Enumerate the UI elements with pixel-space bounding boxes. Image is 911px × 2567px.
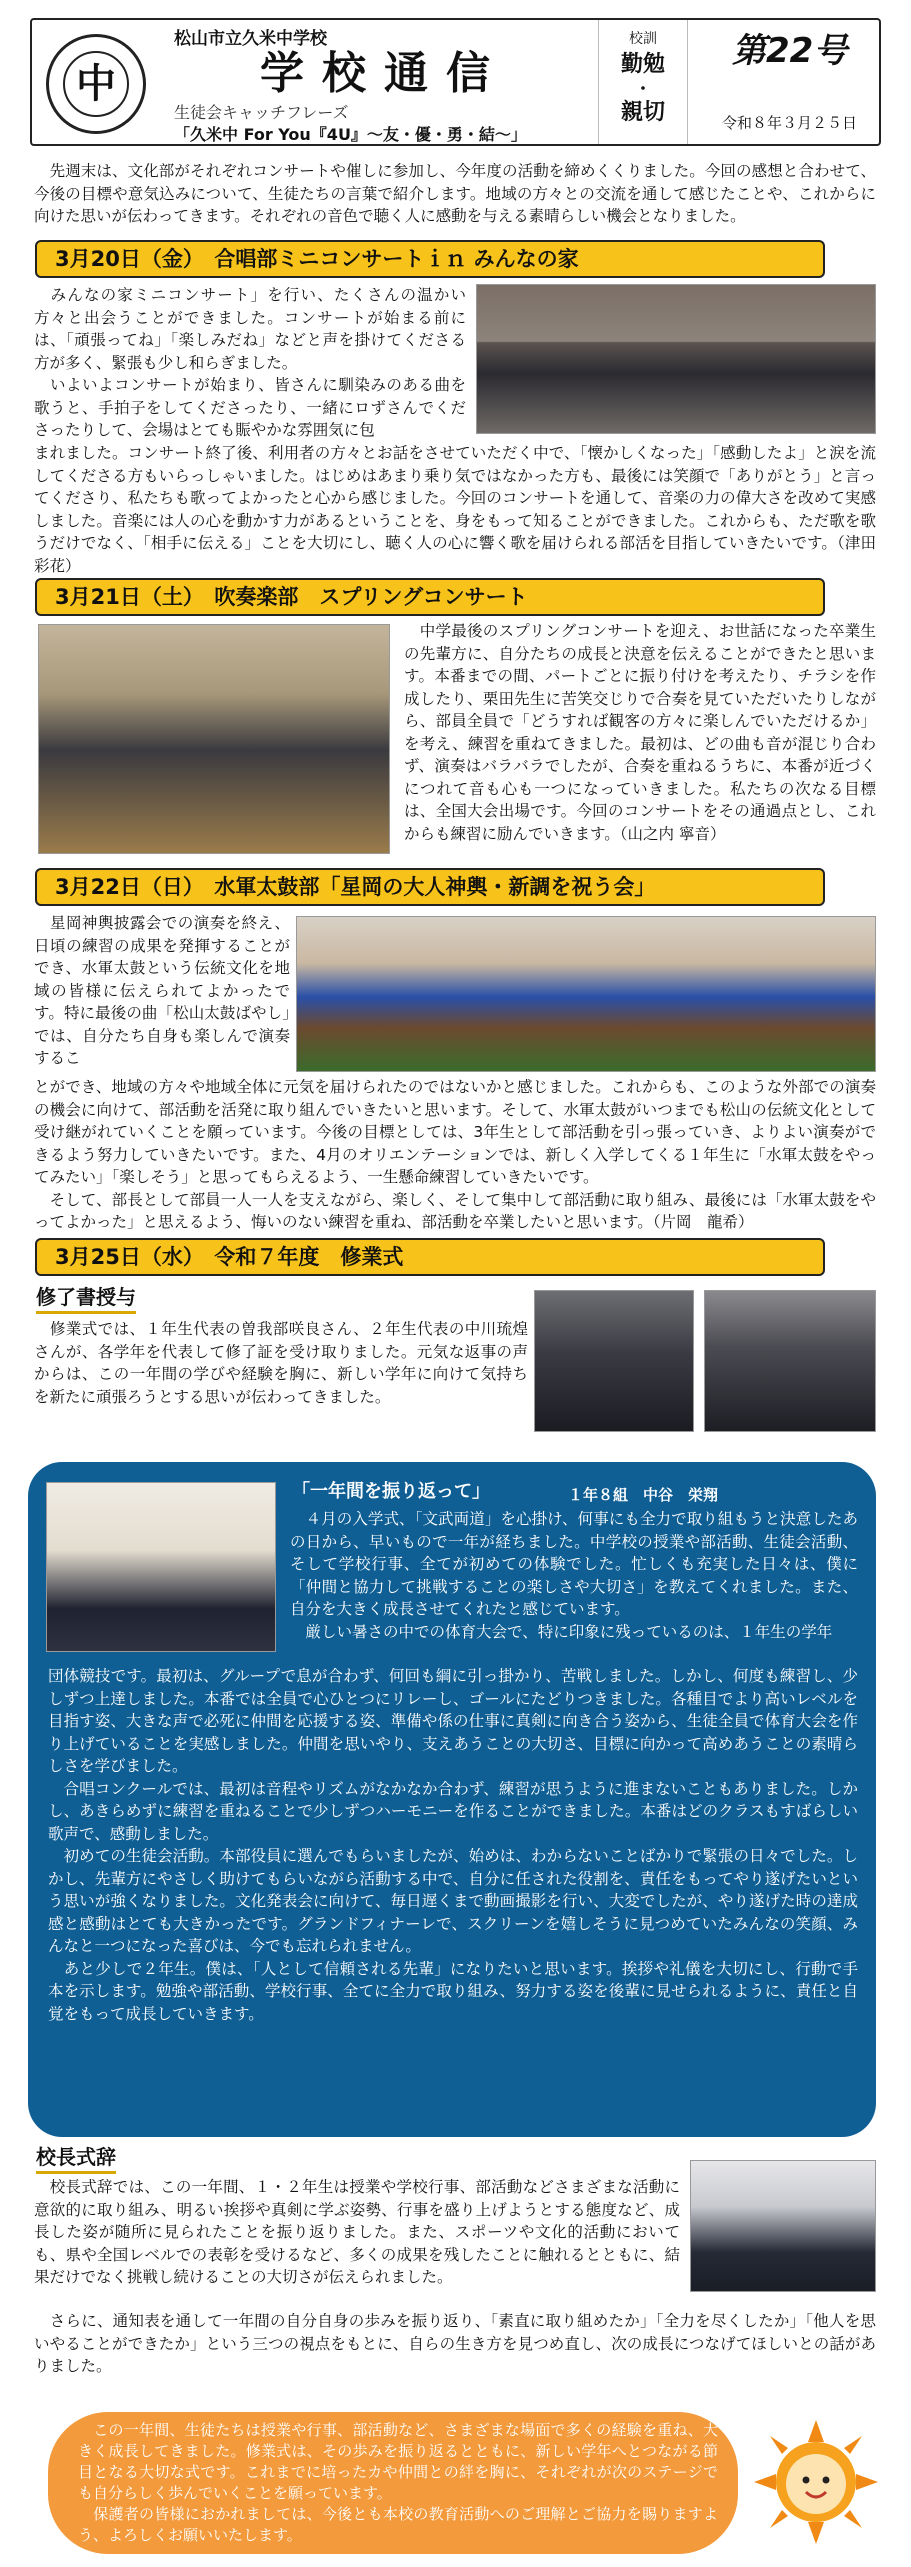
section-heading-band: 3月21日（土） 吹奏楽部 スプリングコンサート [35, 578, 825, 616]
speech-photo [46, 1482, 276, 1652]
issue-date: 令和８年３月２５日 [722, 114, 858, 132]
motto-separator: ・ [634, 78, 651, 98]
sun-mascot-icon [752, 2418, 880, 2546]
section-heading-ceremony: 3月25日（水） 令和７年度 修業式 [35, 1238, 825, 1276]
certificate-paragraph: 修業式では、１年生代表の曽我部咲良さん、２年生代表の中川琉煌さんが、各学年を代表して修了証を受け取りました。元気な返事の声からは、この一年間の学びや経験を胸に、新しい学年に向けて気持ちを新たに頑張ろうとする思いが伝わってきました。 [34, 1320, 528, 1406]
crest-char: 中 [76, 60, 116, 107]
reflection-author: １年８組 中谷 栄翔 [568, 1486, 719, 1504]
motto-1: 勤勉 [620, 51, 665, 77]
choir-paragraph-b: まれました。コンサート終了後、利用者の方々とお話をさせていただく中で、「懐かしくなった」「感動したよ」と涙を流してくださる方もいらっしゃいました。はじめはあまり乗り気ではなかった方も、最後には笑顔で「ありがとう」と言ってくださり、私たちも歌ってよかったと心から感じました。今回のコンサートを通して、音楽の力の偉大さを改めて実感しました。音楽には人の心を動かす力があるということを、身をもって知ることができました。これからも、ただ歌を歌うだけでなく、「相手に伝える」ことを大切にし、聴く人の心に響く歌を届けられる部活を目指していきたいです。（津田彩花） [34, 444, 876, 575]
certificate-subhead: 修了書授与 [36, 1286, 136, 1314]
school-crest-icon [46, 34, 146, 134]
section-heading-taiko: 3月22日（日） 水軍太鼓部「星岡の大人神輿・新調を祝う会」 [35, 868, 825, 906]
band-paragraph: 中学最後のスプリングコンサートを迎え、お世話になった卒業生の先輩方に、自分たちの成長と決意を伝えることができたと思います。本番までの間、パートごとに振り付けを考えたり、チラシを作成したり、栗田先生に苦笑交じりで合奏を見ていただいたりしながら、部員全員で「どうすれば観客の方々に楽しんでいただけるか」を考え、練習を重ねてきました。最初は、どの曲も音が混じり合わず、演奏はバラバラでしたが、合奏を重ねるうちに、本番が近づくにつれて音も心も一つになっていきました。私たちの次なる目標は、全国大会出場です。今回のコンサートをその通過点とし、これからも練習に励んでいきます。（山之内 寧音） [404, 622, 876, 843]
principal-paragraph-a: 校長式辞では、この一年間、１・２年生は授業や学校行事、部活動などさまざまな活動に意欲的に取り組み、明るい挨拶や真剣に学ぶ姿勢、行事を盛り上げようとする態度など、成長した姿が随所に見られたことを振り返りました。また、スポーツや文化的活動においても、県や全国レベルでの表彰を受けるなど、多くの成果を残したことに触れるとともに、結果だけでなく挑戦し続けることの大切さが伝えられました。 [34, 2178, 680, 2286]
choir-photo [476, 284, 876, 434]
catchphrase-label: 生徒会キャッチフレーズ [174, 103, 349, 122]
certificate-photo-2 [704, 1290, 876, 1432]
section-heading-choir: 3月20日（金） 合唱部ミニコンサートｉｎ みんなの家 [35, 240, 825, 278]
principal-photo [690, 2160, 876, 2292]
reflection-paragraph-b: 団体競技です。最初は、グループで息が合わず、何回も綱に引っ掛かり、苦戦しました。しかし、何度も練習し、少しずつ上達しました。本番では全員で心ひとつにリレーし、ゴールにたどりつきました。各種目でより高いレベルを目指す姿、大きな声で必死に仲間を応援する姿、準備や係の仕事に真剣に向き合う姿から、生徒全員で体育大会を作り上げていることを実感しました。仲間を思いやり、支えあうことの大切さ、目標に向かって高めあうことの素晴らしさを学びました。 合唱コンクールでは、最初は音程やリズムがなかなか合わず、練習が思うように進まないこともありました。しかし、あきらめずに練習を重ねることで少しずつハーモニーを作ることができました。本番はどのクラスもすばらしい歌声で、感動しました。 初めての生徒会活動。本部役員に選んでもらいましたが、始めは、わからないことばかりで緊張の日々でした。しかし、先輩方にやさしく助けてもらいながら活動する中で、自分に任された役割を、責任をもってやり遂げたいという思いが強くなりました。文化発表会に向けて、毎日遅くまで動画撮影を行い、大変でしたが、やり遂げた時の達成感と感動はとても大きかったです。グランドフィナーレで、スクリーンを嬉しそうに見つめていたみんなの笑顔、みんなと一つになった喜びは、今でも忘れられません。 あと少しで２年生。僕は、「人として信頼される先輩」になりたいと思います。挨拶や礼儀を大切にし、行動で手本を示します。勉強や部活動、学校行事、全てに全力で取り組み、努力する姿を後輩に見せられるように、責任と自覚をもって成長していきます。 [48, 1667, 858, 2023]
principal-subhead: 校長式辞 [36, 2146, 116, 2174]
taiko-paragraph-b: とができ、地域の方々や地域全体に元気を届けられたのではないかと感じました。これからも、このような外部での演奏の機会に向けて、部活動を活発に取り組んでいきたいと思います。そして、水軍太鼓がいつまでも松山の伝統文化として受け継がれていくことを願っています。今後の目標としては、3年生として部活動を引っ張っていき、よりよい演奏ができるよう努力していきたいです。また、4月のオリエンテーションでは、新しく入学してくる１年生に「水軍太鼓をやってみたい」「楽しそう」と思ってもらえるよう、一生懸命練習していきたいです。 そして、部長として部員一人一人を支えながら、楽しく、そして集中して部活動に取り組み、最後には「水軍太鼓をやってよかった」と思えるよう、悔いのない練習を重ね、部活動を卒業したいと思います。（片岡 龍希） [34, 1078, 876, 1231]
intro-paragraph: 先週末は、文化部がそれぞれコンサートや催しに参加し、今年度の活動を締めくくりました。今回の感想と合わせて、今後の目標や意気込みについて、生徒たちの言葉で紹介します。地域の方々との交流を通して感じたことや、これからに向けた思いが伝わってきます。それぞれの音色で聴く人に感動を与える素晴らしい機会となりました。 [34, 162, 876, 225]
motto-label: 校訓 [629, 31, 657, 47]
band-photo [38, 624, 390, 854]
choir-paragraph-a: みんなの家ミニコンサート」を行い、たくさんの温かい方々と出会うことができました。コンサートが始まる前には、「頑張ってね」「楽しみだね」などと声を掛けてくださる方が多く、緊張も少し和らぎました。 いよいよコンサートが始まり、皆さんに馴染みのある曲を歌うと、手拍子をしてくださったり、一緒にロずさんでくださったりして、会場はとても賑やかな雰囲気に包 [34, 286, 466, 439]
school-name: 松山市立久米中学校 [174, 29, 327, 49]
school-motto [598, 20, 688, 144]
reflection-paragraph-a: ４月の入学式、「文武両道」を心掛け、何事にも全力で取り組もうと決意したあの日から、早いもので一年が経ちました。中学校の授業や部活動、生徒会活動、そして学校行事、全てが初めての体験でした。忙しくも充実した日々は、僕に「仲間と協力して挑戦することの楽しさや大切さ」を教えてくれました。また、自分を大きく成長させてくれたと感じています。 厳しい暑さの中での体育大会で、特に印象に残っているのは、１年生の学年 [290, 1510, 858, 1641]
taiko-paragraph-a: 星岡神輿披露会での演奏を終え、日頃の練習の成果を発揮することができ、水軍太鼓という伝統文化を地域の皆様に伝えられてよかったです。特に最後の曲「松山太鼓ばやし」では、自分たち自身も楽しんで演奏するこ [34, 914, 290, 1067]
taiko-photo [296, 916, 876, 1072]
motto-2: 親切 [620, 99, 665, 125]
catchphrase: 「久米中 For You『4U』～友・優・勇・結～」 [174, 125, 527, 144]
closing-message: この一年間、生徒たちは授業や行事、部活動など、さまざまな場面で多くの経験を重ね、大きく成長してきました。修業式は、その歩みを振り返るとともに、新しい学年へとつながる節目となる大切な式です。これまでに培ったカや仲間との絆を胸に、それぞれが次のステージでも自分らしく歩んでいくことを願っています。 保護者の皆様におかれましては、今後とも本校の教育活動へのご理解とご協力を賜りますよう、よろしくお願いいたします。 [78, 2421, 718, 2544]
certificate-photo-1 [534, 1290, 694, 1432]
newsletter-title: 学校通信 [260, 48, 508, 99]
issue-number: 第22号 [732, 31, 848, 71]
reflection-title: 「一年間を振り返って」 [292, 1481, 490, 1502]
principal-paragraph-b: さらに、通知表を通して一年間の自分自身の歩みを振り返り、「素直に取り組めたか」「全力を尽くしたか」「他人を思いやることができたか」という三つの視点をもとに、自らの生き方を見つめ直し、次の成長につなげてほしいとの話がありました。 [34, 2312, 876, 2375]
newsletter-header [30, 18, 881, 146]
